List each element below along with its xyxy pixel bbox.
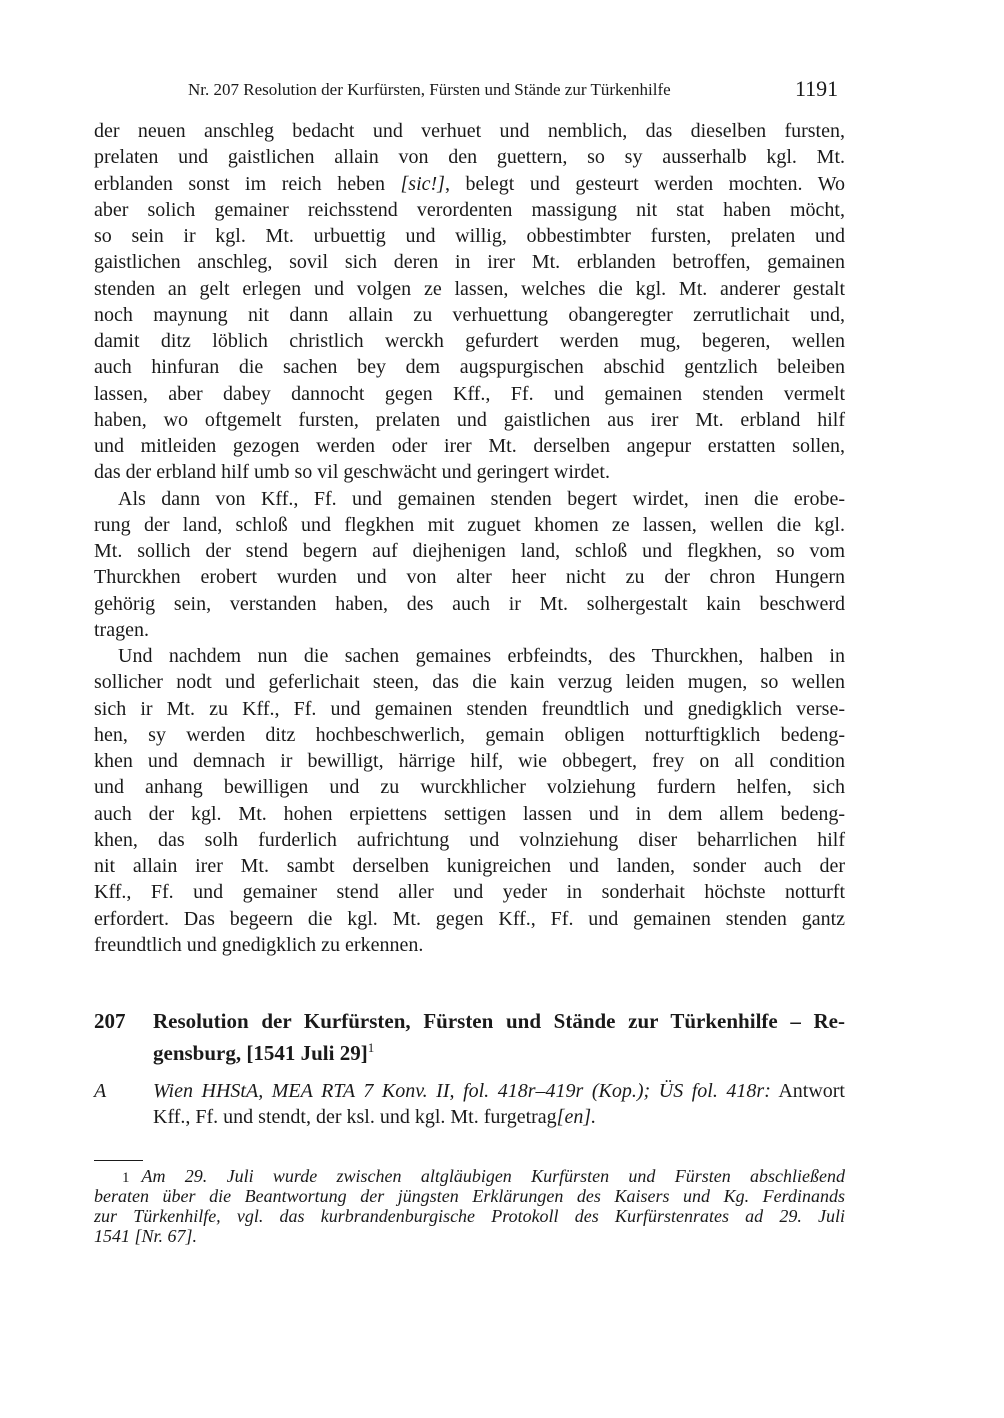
document-heading <box>94 1008 845 1066</box>
footnote-line: zur Türkenhilfe, vgl. das kurbrandenburgische Protokoll des Kurfürstenrates ad 29. Juli <box>94 1206 845 1226</box>
footnote <box>94 1166 845 1246</box>
text-line <box>94 774 845 800</box>
text-segment: erfordert. Das begeern die kgl. Mt. gegen Kff., Ff. und gemainen stenden gantz <box>94 907 845 930</box>
text-segment: Thurckhen erobert wurden und von alter heer nicht zu der chron Hungern <box>94 566 845 589</box>
text-segment: khen und demnach ir bewilligt, härrige hilf, wie obbegert, frey on all condition <box>94 750 845 772</box>
text-segment: und mitleiden gezogen werden oder irer Mt. derselben angepur erstatten sollen, <box>94 435 845 457</box>
text-line <box>94 381 845 407</box>
text-segment: Antwort <box>770 1080 845 1102</box>
text-segment: auch hinfuran die sachen bey dem augspurgischen abschid gentzlich beleiben <box>94 356 845 379</box>
footnote-divider <box>94 1160 143 1161</box>
text-line <box>94 276 845 302</box>
text-line <box>94 538 845 564</box>
footnote-line: 1541 [Nr. 67]. <box>94 1226 198 1246</box>
footnote-text: Am 29. Juli wurde zwischen altgläubigen Kurfürsten und Fürsten abschließend <box>141 1166 845 1186</box>
text-line <box>94 591 845 617</box>
text-line <box>94 748 845 774</box>
text-segment: freundtlich und gnedigklich zu erkennen. <box>94 933 424 956</box>
footnote-line: beraten über die Beantwortung der jüngsten Erklärungen des Kaisers und Kg. Ferdinands <box>94 1186 845 1206</box>
text-segment: Und nachdem nun die sachen gemaines erbfeindts, des Thurckhen, halben in <box>118 645 845 667</box>
page-number: 1191 <box>795 76 839 101</box>
text-segment: so sein ir kgl. Mt. urbuettig und willig, obbestimbter fursten, prelaten und <box>94 225 845 247</box>
document-number: 207 <box>94 1009 126 1033</box>
source-note <box>94 1078 845 1131</box>
text-segment: tragen. <box>94 618 149 641</box>
italic-text: [sic!] <box>400 172 445 195</box>
text-line <box>94 853 845 879</box>
text-segment: auch der kgl. Mt. hohen erpiettens settigen lassen und in dem allem bedeng- <box>94 802 845 825</box>
text-line <box>94 197 845 223</box>
text-segment: und anhang bewilligen und zu wurckhlicher volziehung furdern helfen, sich <box>94 776 845 799</box>
text-segment: gehörig sein, verstanden haben, des auch ir Mt. solhergestalt kain beschwerd <box>94 592 845 615</box>
running-head: Nr. 207 Resolution der Kurfürsten, Fürsten und Stände zur Türkenhilfe <box>188 80 671 99</box>
text-line <box>94 302 845 328</box>
text-segment: aber solich gemainer reichsstend verordenten massigung nit stat haben möcht, <box>94 198 845 221</box>
body-text <box>94 118 845 958</box>
text-line <box>94 171 845 197</box>
text-segment: Mt. sollich der stend begern auf diejhenigen land, schloß und flegkhen, so vom <box>94 540 845 562</box>
text-line <box>153 1078 845 1104</box>
text-segment: Kff., Ff. und stendt, der ksl. und kgl. Mt. furgetrag <box>153 1106 557 1129</box>
source-siglum: A <box>94 1080 107 1102</box>
text-line <box>94 643 845 669</box>
text-segment: der neuen anschleg bedacht und verhuet und nemblich, das dieselben fursten, <box>94 120 845 142</box>
text-segment: nit allain irer Mt. sambt derselben kunigreichen und landen, sonder auch der <box>94 855 845 877</box>
text-line <box>94 407 845 433</box>
text-line <box>94 512 845 538</box>
footnote-line <box>94 1166 845 1186</box>
text-segment: haben, wo oftgemelt fursten, prelaten und gaistlichen aus irer Mt. erbland hilf <box>94 408 845 431</box>
text-line <box>94 354 845 380</box>
footnote-reference[interactable]: 1 <box>367 1040 375 1056</box>
text-line <box>153 1104 845 1130</box>
text-line <box>94 722 845 748</box>
text-line <box>94 223 845 249</box>
text-line <box>94 118 845 144</box>
text-segment: rung der land, schloß und flegkhen mit zuguet khomen ze lassen, wellen die kgl. <box>94 513 845 536</box>
text-segment: , belegt und gesteurt werden mochten. Wo <box>444 172 845 195</box>
document-title-text: gensburg, [1541 Juli 29] <box>153 1041 368 1066</box>
text-line <box>94 906 845 932</box>
text-line <box>94 328 845 354</box>
text-line <box>94 459 845 485</box>
text-line <box>94 486 845 512</box>
text-segment: lassen, aber dabey dannocht gegen Kff., Ff. und gemainen stenden vermelt <box>94 382 845 405</box>
text-segment: noch maynung nit dann allain zu verhuettung obangeregter zerrutlichait und, <box>94 303 845 326</box>
text-line <box>94 696 845 722</box>
text-line <box>94 564 845 590</box>
text-line <box>94 932 845 958</box>
text-segment: das der erbland hilf umb so vil geschwächt und geringert wirdet. <box>94 461 610 484</box>
text-segment: Kff., Ff. und gemainer stend aller und yeder in sonderhait höchste notturft <box>94 881 845 904</box>
text-segment: Als dann von Kff., Ff. und gemainen stenden begert wirdet, inen die erobe- <box>118 487 845 510</box>
text-segment: sich ir Mt. zu Kff., Ff. und gemainen stenden freundtlich und gnedigklich verse- <box>94 697 845 720</box>
text-line <box>94 879 845 905</box>
text-segment: erblanden sonst im reich heben <box>94 172 401 195</box>
text-segment: hen, sy werden ditz hochbeschwerlich, gemain obligen notturftigklich bedeng- <box>94 723 845 746</box>
text-line <box>94 801 845 827</box>
text-line <box>94 617 845 643</box>
text-segment: prelaten und gaistlichen allain von den guettern, so sy ausserhalb kgl. Mt. <box>94 146 845 169</box>
italic-text: [en]. <box>556 1106 597 1129</box>
text-line <box>94 433 845 459</box>
text-segment: damit ditz löblich christlich werckh gefurdert werden mug, begeren, wellen <box>94 330 845 352</box>
footnote-number: 1 <box>122 1170 130 1186</box>
text-segment: khen, das solh furderlich aufrichtung und volnziehung diser beharrlichen hilf <box>94 828 845 851</box>
text-line <box>94 249 845 275</box>
document-title-line: Resolution der Kurfürsten, Fürsten und Stände zur Türkenhilfe – Re- <box>153 1009 845 1033</box>
text-line <box>94 669 845 695</box>
text-segment: sollicher nodt und geferlichait steen, das die kain verzug leiden mugen, so wellen <box>94 671 845 694</box>
document-title-line <box>153 1034 845 1066</box>
text-segment: gaistlichen anschleg, sovil sich deren in irer Mt. erblanden betroffen, gemainen <box>94 251 845 274</box>
italic-text: Wien HHStA, MEA RTA 7 Konv. II, fol. 418r–419r (Kop.); ÜS fol. 418r: <box>153 1080 771 1102</box>
text-segment: stenden an gelt erlegen und volgen ze lassen, welches die kgl. Mt. anderer gestalt <box>94 277 845 300</box>
text-line <box>94 144 845 170</box>
text-line <box>94 827 845 853</box>
